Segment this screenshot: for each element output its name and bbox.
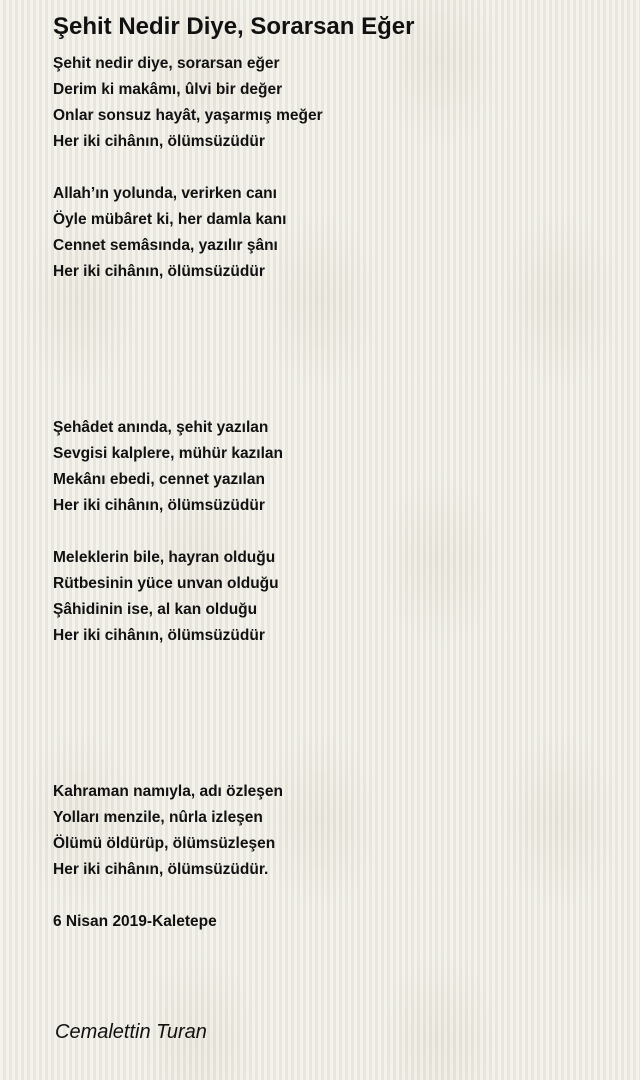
poem-line: Öyle mübâret ki, her damla kanı [53,211,287,228]
section-gap [53,649,613,779]
stanza-gap [53,155,613,181]
poem-line: Onlar sonsuz hayât, yaşarmış meğer [53,107,323,124]
author-name: Cemalettin Turan [55,1021,207,1043]
poem-title: Şehit Nedir Diye, Sorarsan Eğer [53,13,415,40]
stanza-4 [53,545,613,649]
poem-line: Cennet semâsında, yazılır şânı [53,237,278,254]
poem-line: Şâhidinin ise, al kan olduğu [53,601,258,618]
poem-line: Şehâdet anında, şehit yazılan [53,419,269,436]
poem-line: Mekânı ebedi, cennet yazılan [53,471,265,488]
poem-line: Her iki cihânın, ölümsüzüdür. [53,861,269,878]
dateline: 6 Nisan 2019-Kaletepe [53,913,217,930]
poem-line: Rütbesinin yüce unvan olduğu [53,575,279,592]
poem-line: Her iki cihânın, ölümsüzüdür [53,627,265,644]
poem-line: Her iki cihânın, ölümsüzüdür [53,133,265,150]
stanza-3 [53,415,613,519]
stanza-5 [53,779,613,883]
poem-line: Kahraman namıyla, adı özleşen [53,783,284,800]
poem-line: Derim ki makâmı, ûlvi bir değer [53,81,283,98]
section-gap [53,285,613,415]
poem-line: Meleklerin bile, hayran olduğu [53,549,276,566]
poem-line: Ölümü öldürüp, ölümsüzleşen [53,835,276,852]
poem-line: Şehit nedir diye, sorarsan eğer [53,55,280,72]
stanza-gap [53,883,613,909]
poem-line: Yolları menzile, nûrla izleşen [53,809,263,826]
stanza-gap [53,519,613,545]
poem-line: Her iki cihânın, ölümsüzüdür [53,263,265,280]
stanza-2 [53,181,613,285]
poem-line: Allah’ın yolunda, verirken canı [53,185,277,202]
poem-line: Her iki cihânın, ölümsüzüdür [53,497,265,514]
stanza-1 [53,51,613,155]
poem-body [53,51,613,935]
poem-line: Sevgisi kalplere, mühür kazılan [53,445,284,462]
